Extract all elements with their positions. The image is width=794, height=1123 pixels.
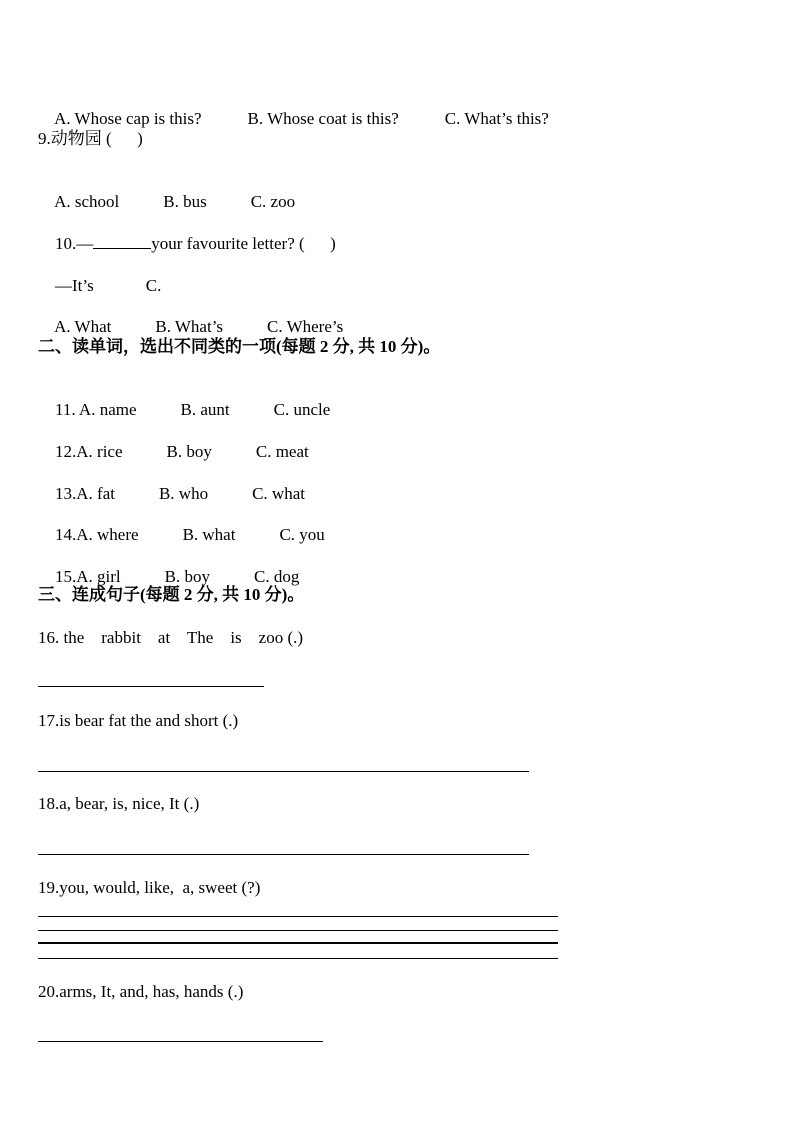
q14-option-c: C. you — [279, 525, 325, 544]
q19-words: 19.you, would, like, a, sweet (?) — [38, 878, 261, 897]
q15-option-c: C. dog — [253, 567, 300, 586]
q19-answer-line-2[interactable] — [38, 930, 558, 931]
q10-option-c: C. Where’s — [267, 317, 344, 336]
q8-option-c: C. What’s this? — [444, 109, 549, 128]
q16-words: 16. the rabbit at The is zoo (.) — [38, 628, 304, 647]
q19-answer-line-1[interactable] — [38, 916, 558, 917]
q9-option-c: C. zoo — [250, 192, 296, 211]
q11-option-c: C. uncle — [273, 400, 331, 419]
q10-question: your favourite letter? ( ) — [151, 234, 336, 253]
q10-option-a: A. What — [54, 317, 112, 336]
q12-option-a: 12.A. rice — [55, 442, 123, 461]
q12-option-b: B. boy — [166, 442, 212, 461]
q18-words: 18.a, bear, is, nice, It (.) — [38, 794, 200, 813]
q11-option-b: B. aunt — [180, 400, 230, 419]
q15-option-b: B. boy — [164, 567, 210, 586]
q10-number: 10.— — [55, 234, 94, 253]
q13-option-b: B. who — [158, 484, 209, 503]
q13-option-a: 13.A. fat — [55, 484, 115, 503]
q20-answer-line[interactable] — [38, 1041, 323, 1042]
q9-option-b: B. bus — [163, 192, 207, 211]
q19-answer-line-3[interactable] — [38, 942, 558, 944]
q17-words: 17.is bear fat the and short (.) — [38, 711, 239, 730]
q15-option-a: 15.A. girl — [55, 567, 121, 586]
q14-option-b: B. what — [182, 525, 236, 544]
section2-title: 二、读单词，选出不同类的一项(每题 2 分, 共 10 分)。 — [38, 337, 441, 356]
q16-answer-line[interactable] — [38, 686, 264, 687]
q9-stem: 9.动物园 ( ) — [38, 129, 143, 148]
q13-option-c: C. what — [252, 484, 305, 503]
q18-answer-line[interactable] — [38, 854, 529, 855]
q10-answer-prefix: —It’s — [55, 276, 94, 295]
q10-answer-letter: C. — [145, 276, 162, 295]
q9-option-a: A. school — [54, 192, 120, 211]
section3-title: 三、连成句子(每题 2 分, 共 10 分)。 — [38, 585, 305, 604]
q8-option-b: B. Whose coat is this? — [247, 109, 399, 128]
q11-option-a: 11. A. name — [55, 400, 137, 419]
q10-answer-blank[interactable] — [93, 234, 151, 249]
q10-option-b: B. What’s — [155, 317, 224, 336]
q12-option-c: C. meat — [255, 442, 309, 461]
q20-words: 20.arms, It, and, has, hands (.) — [38, 982, 244, 1001]
q19-answer-line-4[interactable] — [38, 958, 558, 959]
q17-answer-line[interactable] — [38, 771, 529, 772]
q14-option-a: 14.A. where — [55, 525, 139, 544]
q8-option-a: A. Whose cap is this? — [54, 109, 202, 128]
